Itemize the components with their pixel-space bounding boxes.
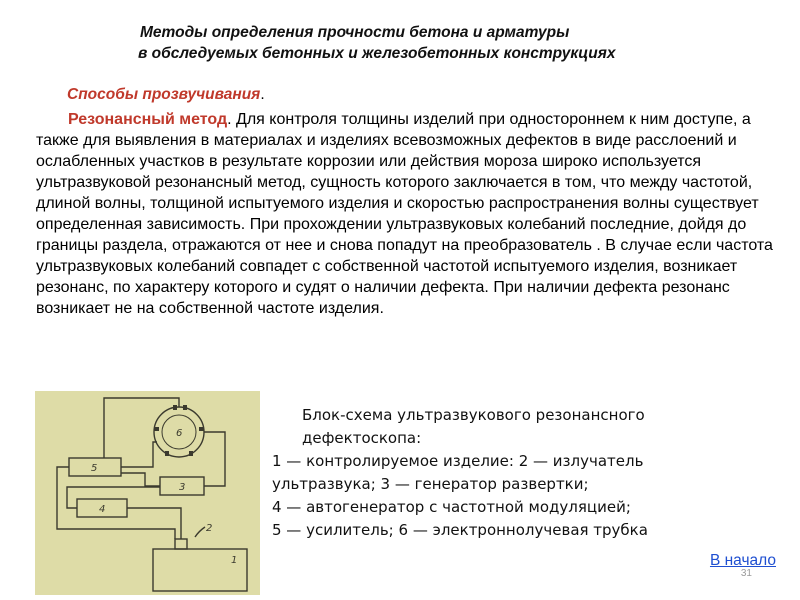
main-paragraph xyxy=(36,109,781,319)
figure-caption xyxy=(272,404,742,542)
subheading-period: . xyxy=(260,86,265,103)
back-to-start-link[interactable]: В начало xyxy=(709,552,776,569)
transducer-block xyxy=(175,539,187,549)
block-diagram-svg xyxy=(35,391,260,595)
section-subheading xyxy=(67,86,265,104)
figure-label-6: 6 xyxy=(176,428,183,439)
caption-line-2: 4 — автогенератор с частотной модуляцией; xyxy=(272,498,631,516)
title-line-2: в обследуемых бетонных и железобетонных конструкциях xyxy=(138,45,616,62)
title-line-1: Методы определения прочности бетона и арматуры xyxy=(140,24,570,41)
figure-label-2: 2 xyxy=(206,523,213,534)
caption-line-3: 5 — усилитель; 6 — электроннолучевая трубка xyxy=(272,521,648,539)
figure-label-1: 1 xyxy=(231,555,238,566)
paragraph-text: . Для контроля толщины изделий при одностороннем к ним доступе, а также для выявления в материалах и изделиях всевозможных дефектов в виде расслоений и ослабленных участков в результате коррозии или действия мороза широко используется ультразвуковой резонансный метод, сущность которого заключается в том, что между частотой, длиной волны, толщиной испытуемого изделия и скоростью распространения волны существует определенная зависимость. При прохождении ультразвуковых колебаний последние, дойдя до границы раздела, отражаются от нее и снова попадут на преобразователь . В случае если частота ультразвуковых колебаний совпадет с собственной частотой испытуемого изделия, возникает резонанс, по характеру которого и судят о наличии дефекта. При наличии дефекта резонанс возникает не на собственной частоте изделия. xyxy=(36,111,773,317)
slide-title xyxy=(110,22,750,64)
block-diagram-figure xyxy=(35,391,260,595)
figure-label-3: 3 xyxy=(179,482,186,493)
subheading-text: Способы прозвучивания xyxy=(67,86,261,103)
figure-label-5: 5 xyxy=(91,463,98,474)
method-term: Резонансный метод xyxy=(68,111,228,128)
caption-line-1: 1 — контролируемое изделие: 2 — излучатель ультразвука; 3 — генератор развертки; xyxy=(272,452,644,493)
caption-title: Блок-схема ультразвукового резонансного дефектоскопа: xyxy=(302,406,645,447)
figure-label-4: 4 xyxy=(99,504,106,515)
page-number: 31 xyxy=(740,568,752,579)
